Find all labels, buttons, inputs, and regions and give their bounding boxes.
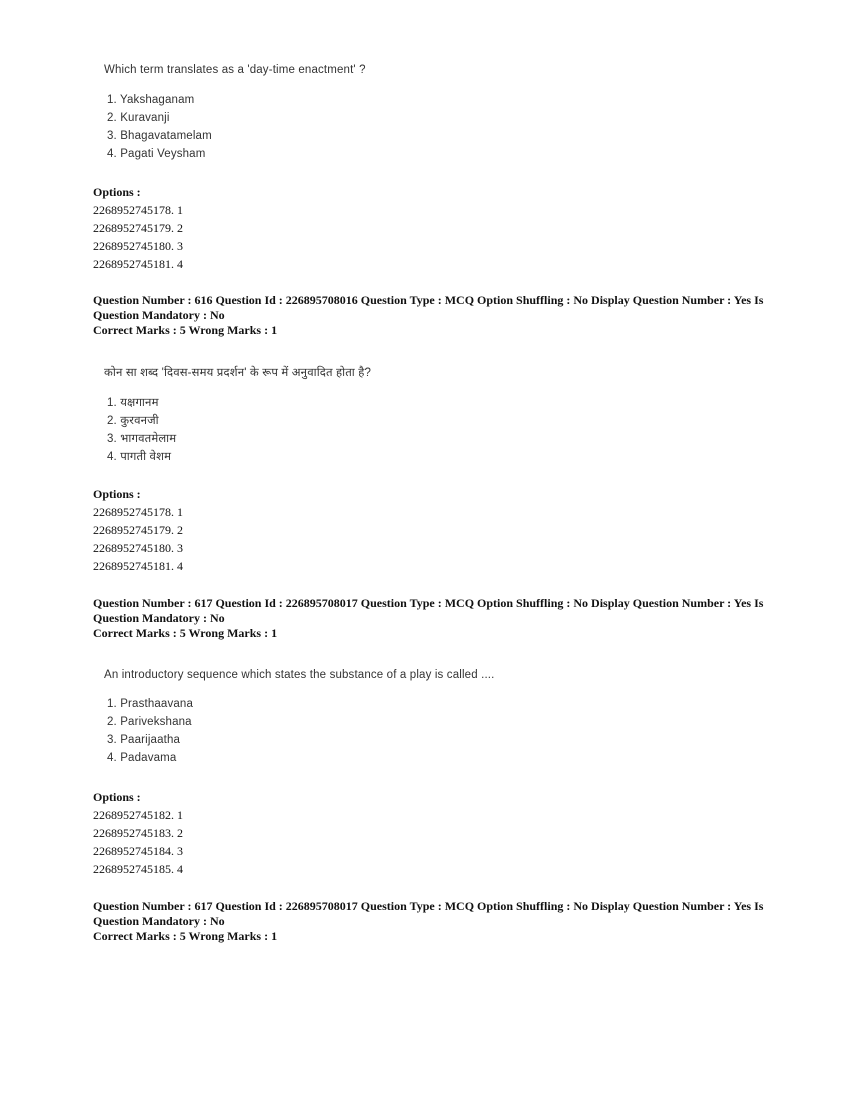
options-header: Options : (93, 185, 141, 199)
question-meta-line: Question Number : 616 Question Id : 226895708016 Question Type : MCQ Option Shuffling : No Display Question Number : Yes Is (93, 293, 764, 307)
options-list (93, 183, 183, 273)
question-meta (93, 596, 773, 641)
options-header: Options : (93, 790, 141, 804)
answer-choice: 2. Parivekshana (107, 716, 192, 728)
answer-choice: 4. Padavama (107, 752, 177, 764)
question-stem: कोन सा शब्द 'दिवस-समय प्रदर्शन' के रूप में अनुवादित होता है? (104, 367, 372, 379)
answer-choice: 4. Pagati Veysham (107, 148, 206, 160)
answer-choice: 3. भागवतमेलाम (107, 433, 177, 445)
question-stem: An introductory sequence which states the substance of a play is called .... (104, 669, 495, 681)
question-mandatory: Question Mandatory : No (93, 914, 225, 928)
answer-choice: 2. कुरवनजी (107, 415, 159, 427)
answer-choice: 3. Paarijaatha (107, 734, 181, 746)
answer-choice: 1. Prasthaavana (107, 698, 194, 710)
marks-line: Correct Marks : 5 Wrong Marks : 1 (93, 929, 278, 943)
option-item: 2268952745178. 1 (93, 203, 183, 217)
option-item: 2268952745185. 4 (93, 862, 183, 876)
option-item: 2268952745184. 3 (93, 844, 183, 858)
question-stem: Which term translates as a 'day-time enactment' ? (104, 64, 366, 76)
option-item: 2268952745181. 4 (93, 559, 183, 573)
question-meta (93, 899, 773, 944)
option-item: 2268952745180. 3 (93, 541, 183, 555)
option-item: 2268952745181. 4 (93, 257, 183, 271)
answer-choice: 4. पागती वेशम (107, 451, 172, 463)
answer-choice: 1. यक्षगानम (107, 397, 159, 409)
option-item: 2268952745179. 2 (93, 221, 183, 235)
question-meta-line: Question Number : 617 Question Id : 226895708017 Question Type : MCQ Option Shuffling : No Display Question Number : Yes Is (93, 899, 764, 913)
answer-choice: 2. Kuravanji (107, 112, 170, 124)
question-meta (93, 293, 773, 338)
question-mandatory: Question Mandatory : No (93, 308, 225, 322)
answer-choice: 1. Yakshaganam (107, 94, 195, 106)
options-list (93, 485, 183, 575)
option-item: 2268952745183. 2 (93, 826, 183, 840)
option-item: 2268952745179. 2 (93, 523, 183, 537)
option-item: 2268952745180. 3 (93, 239, 183, 253)
marks-line: Correct Marks : 5 Wrong Marks : 1 (93, 626, 278, 640)
question-mandatory: Question Mandatory : No (93, 611, 225, 625)
question-meta-line: Question Number : 617 Question Id : 226895708017 Question Type : MCQ Option Shuffling : No Display Question Number : Yes Is (93, 596, 764, 610)
marks-line: Correct Marks : 5 Wrong Marks : 1 (93, 323, 278, 337)
option-item: 2268952745178. 1 (93, 505, 183, 519)
answer-choice: 3. Bhagavatamelam (107, 130, 212, 142)
option-item: 2268952745182. 1 (93, 808, 183, 822)
options-header: Options : (93, 487, 141, 501)
options-list (93, 788, 183, 878)
